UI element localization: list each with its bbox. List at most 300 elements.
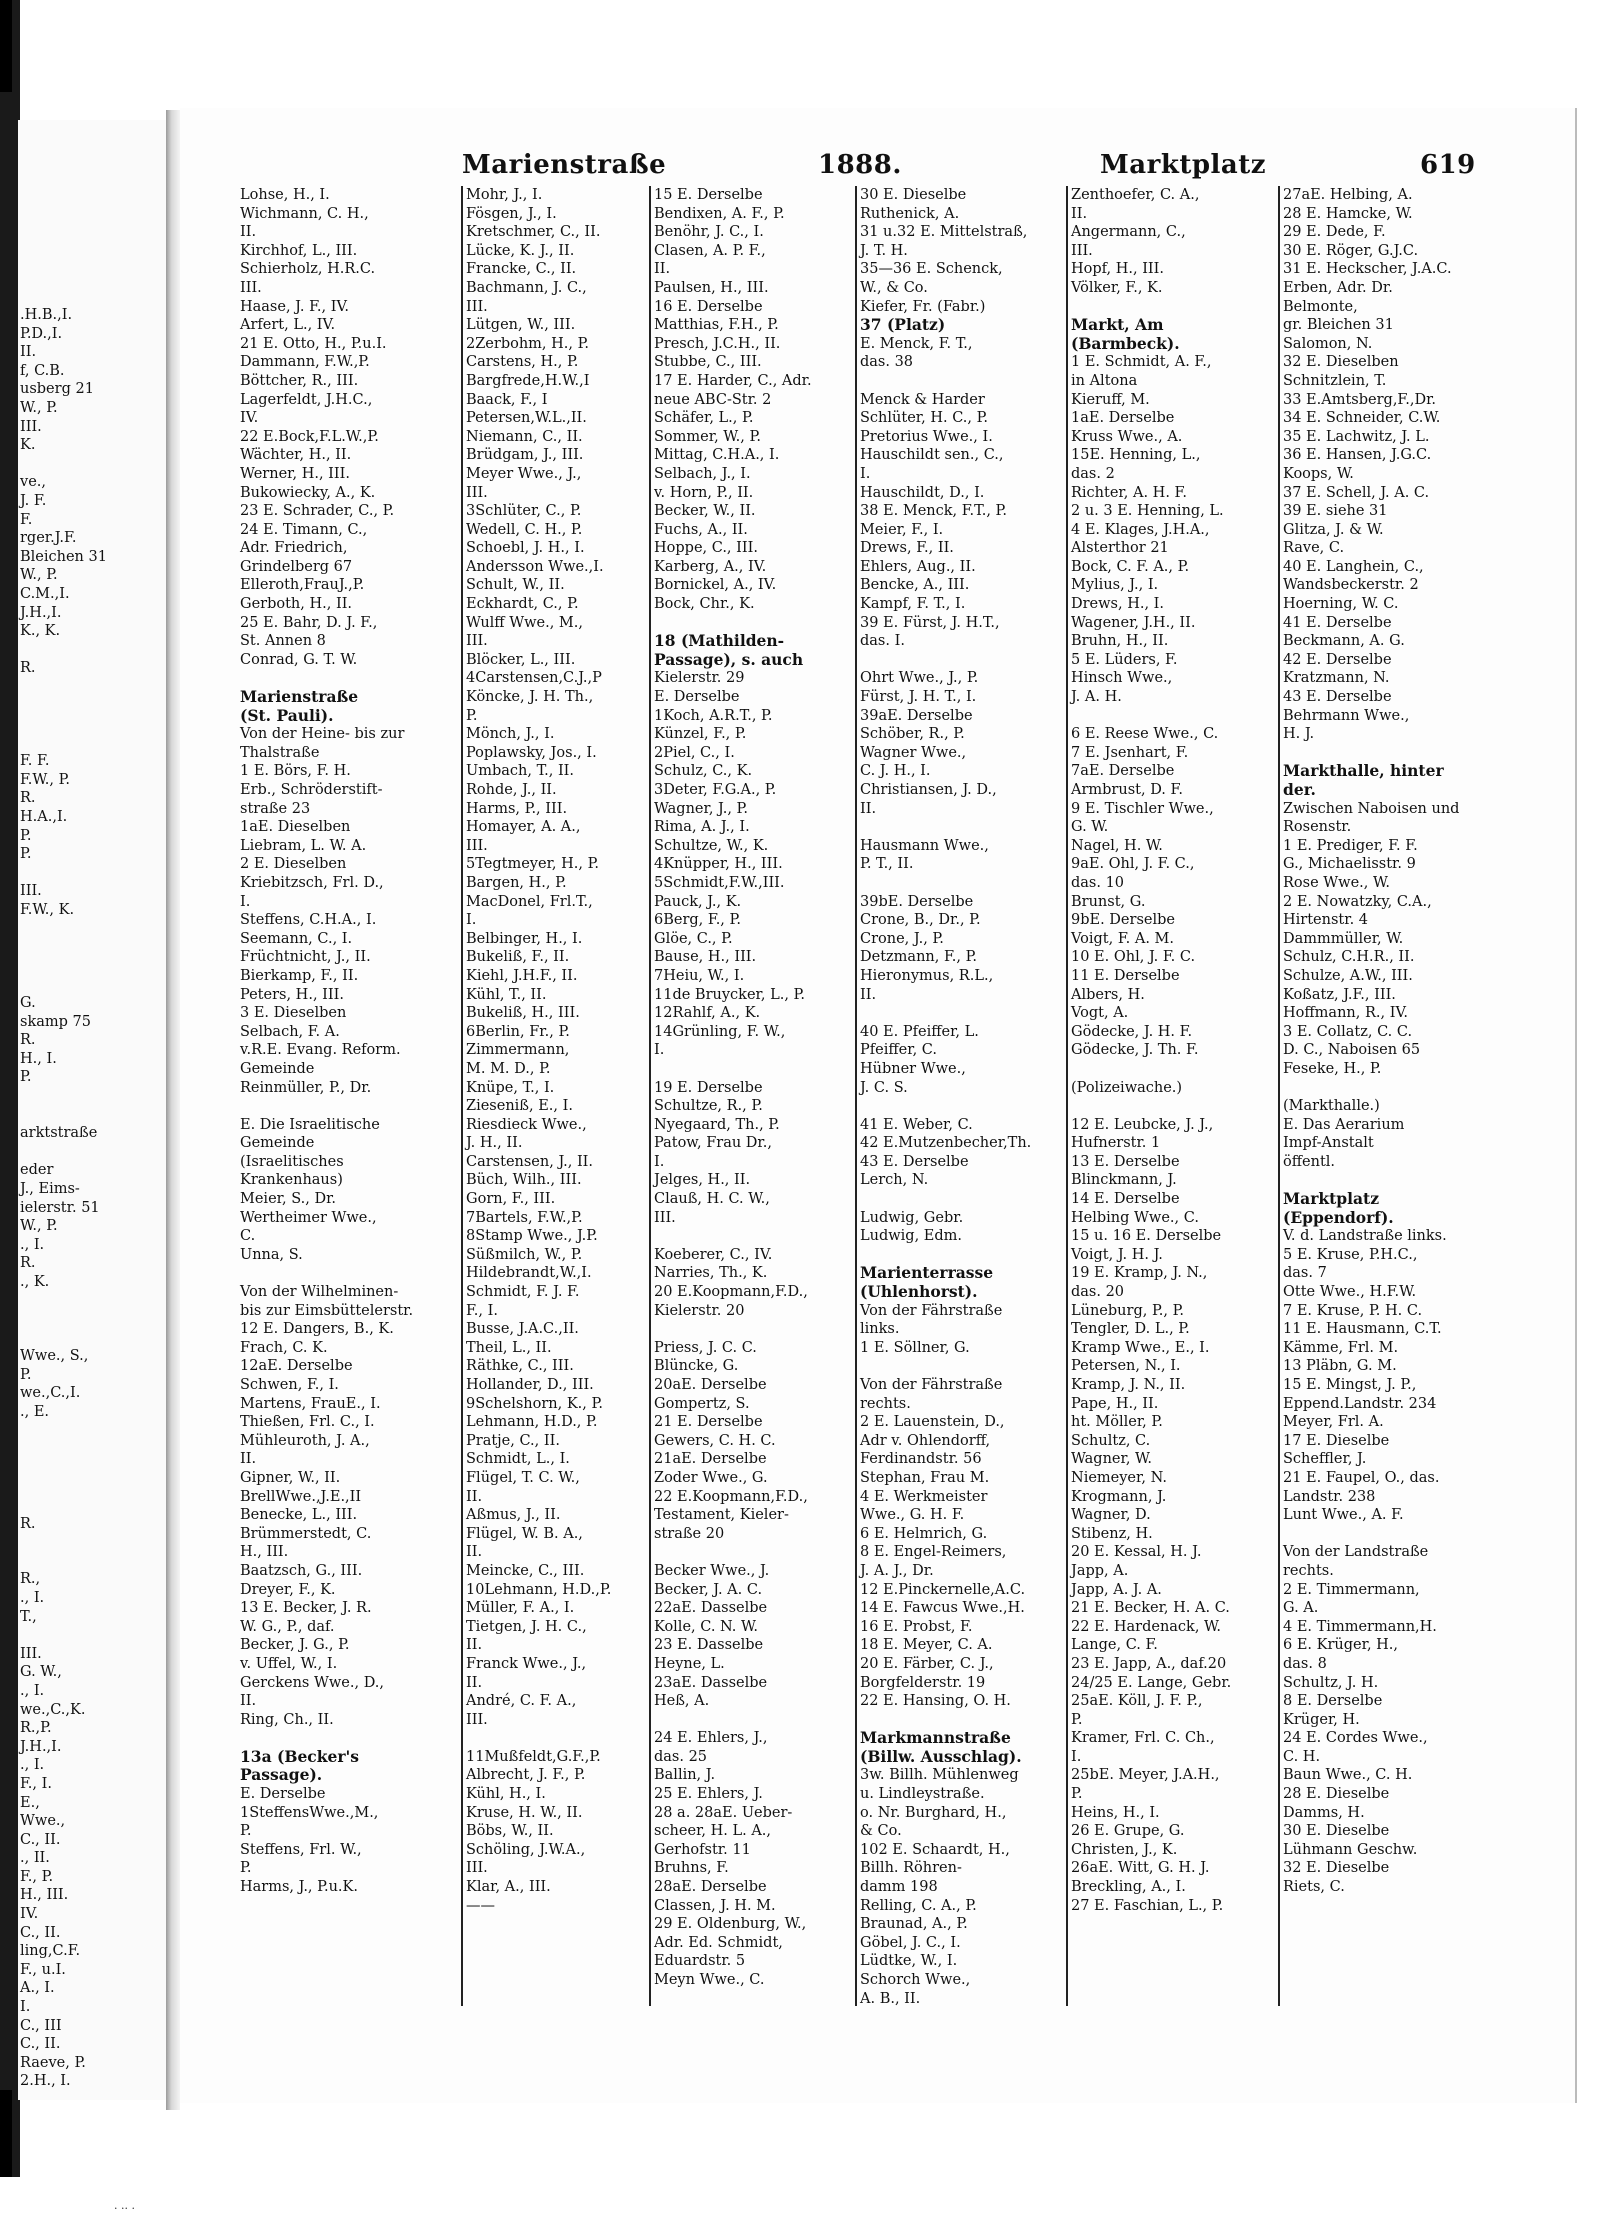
directory-entry: Ludwig, Gebr. [860, 1209, 964, 1226]
directory-entry: II. [860, 986, 877, 1003]
directory-entry: 15 u. 16 E. Derselbe [1071, 1228, 1222, 1245]
directory-entry: Becker Wwe., J. [654, 1562, 770, 1579]
directory-entry: Narries, Th., K. [654, 1265, 768, 1282]
directory-entry: Schult, W., II. [466, 577, 565, 594]
directory-entry: Niemeyer, N. [1071, 1469, 1167, 1486]
directory-entry: Theil, L., II. [466, 1339, 552, 1356]
directory-entry: Hufnerstr. 1 [1071, 1135, 1161, 1152]
left-page-entry-fragment [20, 938, 166, 957]
directory-entry: 8Stamp Wwe., J.P. [466, 1228, 598, 1245]
directory-entry: Schulz, C.H.R., II. [1283, 949, 1415, 966]
left-page-entry-fragment [20, 455, 166, 474]
left-page-entry-fragment [20, 1440, 166, 1459]
directory-entry: II. [466, 1488, 483, 1505]
directory-entry: 9aE. Ohl, J. F. C., [1071, 856, 1195, 873]
directory-entry: Koeberer, C., IV. [654, 1246, 773, 1263]
directory-entry [860, 1357, 1064, 1376]
directory-entry: Martens, FrauE., I. [240, 1395, 381, 1412]
left-page-entry-fragment [20, 1143, 166, 1162]
directory-entry: Brümmerstedt, C. [240, 1525, 372, 1542]
directory-entry: Schöber, R., P. [860, 726, 965, 743]
directory-entry: Benöhr, J. C., I. [654, 224, 764, 241]
directory-entry: 21 E. Faupel, O., das. [1283, 1469, 1440, 1486]
directory-entry: Bock, Chr., K. [654, 596, 755, 613]
directory-entry: 33 E.Amtsberg,F.,Dr. [1283, 391, 1437, 408]
directory-entry: 20aE. Derselbe [654, 1377, 767, 1393]
directory-entry: Blüncke, G. [654, 1358, 739, 1375]
left-page-entry-fragment [20, 696, 166, 715]
directory-entry [860, 651, 1064, 670]
left-page-entry-fragment: eder [20, 1162, 54, 1179]
directory-entry: Rosenstr. [1283, 819, 1352, 836]
left-page-entry-fragment [20, 1552, 166, 1571]
directory-entry: 1Koch, A.R.T., P. [654, 707, 773, 724]
left-page-entry-fragment: Wwe., S., [20, 1348, 89, 1365]
directory-entry [860, 818, 1064, 837]
directory-entry: Schäfer, L., P. [654, 410, 754, 427]
directory-entry: (Uhlenhorst). [860, 1282, 978, 1302]
directory-entry: 27aE. Helbing, A. [1283, 187, 1413, 203]
directory-entry: Becker, J. G., P. [240, 1637, 350, 1654]
directory-entry: bis zur Eimsbüttelerstr. [240, 1302, 414, 1319]
directory-entry: 11 E. Hausmann, C.T. [1283, 1321, 1442, 1338]
directory-entry: 43 E. Derselbe [1283, 689, 1392, 706]
left-page-entry-fragment [20, 957, 166, 976]
left-page-entry-fragment: rger.J.F. [20, 530, 77, 547]
directory-entry: Bachmann, J. C., [466, 279, 587, 296]
directory-entry: Wächter, H., II. [240, 447, 352, 464]
directory-entry: Von der Wilhelminen- [240, 1284, 399, 1301]
directory-entry: Unna, S. [240, 1246, 303, 1263]
directory-entry: 11 E. Derselbe [1071, 967, 1180, 984]
left-page-entry-fragment [20, 1626, 166, 1645]
directory-entry: Lohse, H., I. [240, 187, 330, 203]
directory-entry: Bukeliß, F., II. [466, 949, 570, 966]
directory-entry: Kolle, C. N. W. [654, 1618, 758, 1635]
directory-entry: Relling, C. A., P. [860, 1897, 977, 1914]
directory-entry: Ring, Ch., II. [240, 1711, 334, 1728]
directory-entry: 39 E. siehe 31 [1283, 503, 1388, 520]
directory-entry: Steffens, Frl. W., [240, 1841, 362, 1858]
directory-entry: Petersen,W.L.,II. [466, 410, 587, 427]
directory-entry: 41 E. Derselbe [1283, 614, 1392, 631]
directory-entry: 1 E. Prediger, F. F. [1283, 837, 1418, 854]
directory-entry: Meier, S., Dr. [240, 1191, 337, 1208]
directory-entry: 28 E. Dieselbe [1283, 1786, 1390, 1803]
directory-entry: Lütgen, W., III. [466, 317, 576, 334]
directory-entry: Bukowiecky, A., K. [240, 484, 376, 501]
directory-entry: 21 E. Derselbe [654, 1414, 763, 1431]
directory-entry: St. Annen 8 [240, 633, 326, 650]
directory-entry: Werner, H., III. [240, 465, 350, 482]
directory-entry: Zwischen Naboisen und [1283, 800, 1460, 817]
directory-entry [860, 1190, 1064, 1209]
directory-entry: I. [1071, 1748, 1082, 1765]
directory-entry: Baatzsch, G., III. [240, 1562, 363, 1579]
directory-entry: Lühmann Geschw. [1283, 1841, 1418, 1858]
directory-entry: in Altona [1071, 372, 1138, 389]
directory-entry: Kramp, J. N., II. [1071, 1377, 1186, 1393]
left-page-entry-fragment: W., P. [20, 399, 58, 416]
directory-entry: P. [1071, 1711, 1083, 1728]
directory-entry: Busse, J.A.C.,II. [466, 1321, 579, 1338]
directory-entry: Seemann, C., I. [240, 930, 353, 947]
directory-entry [1283, 1079, 1495, 1098]
directory-entry: Japp, A. J. A. [1071, 1581, 1162, 1598]
directory-entry: J. A. J., Dr. [860, 1562, 934, 1579]
directory-entry: Lüneburg, P., P. [1071, 1302, 1185, 1319]
directory-entry: III. [466, 837, 488, 854]
directory-entry: Japp, A. [1071, 1562, 1129, 1579]
directory-entry: Matthias, F.H., P. [654, 317, 779, 334]
directory-entry: links. [860, 1321, 900, 1338]
directory-entry: Eduardstr. 5 [654, 1953, 746, 1970]
left-page-entry-fragment [20, 1422, 166, 1441]
directory-entry: 24/25 E. Lange, Gebr. [1071, 1674, 1232, 1691]
directory-entry: III. [1071, 242, 1093, 259]
directory-entry: 6 E. Krüger, H., [1283, 1637, 1399, 1654]
directory-entry: das. 38 [860, 354, 914, 371]
directory-entry: Ruthenick, A. [860, 205, 960, 222]
directory-entry: Ohrt Wwe., J., P. [860, 670, 979, 687]
header-year: 1888. [818, 150, 902, 180]
directory-entry: 3w. Billh. Mühlenweg [860, 1767, 1019, 1784]
directory-entry: 4Carstensen,C.J.,P [466, 670, 602, 687]
directory-entry: Köncke, J. H. Th., [466, 689, 594, 706]
directory-entry [240, 1729, 458, 1748]
directory-entry: Dreyer, F., K. [240, 1581, 336, 1598]
directory-entry: Dammann, F.W.,P. [240, 354, 370, 371]
directory-entry: 30 E. Dieselbe [860, 187, 967, 203]
left-page-entry-fragment: A., I. [20, 1980, 55, 1997]
directory-entry: Christen, J., K. [1071, 1841, 1178, 1858]
directory-entry: Bruhn, H., II. [1071, 633, 1169, 650]
directory-entry [240, 1097, 458, 1116]
directory-entry: Wwe., G. H. F. [860, 1507, 965, 1524]
directory-entry: Markt, Am [1071, 315, 1164, 335]
directory-entry: Krankenhaus) [240, 1172, 343, 1189]
directory-entry: Salomon, N. [1283, 335, 1373, 352]
directory-entry: II. [240, 1451, 257, 1468]
directory-entry: III. [466, 484, 488, 501]
directory-entry [1071, 298, 1276, 317]
column-rule [855, 186, 857, 2006]
directory-entry: Erb., Schröderstift- [240, 782, 383, 798]
left-page-entry-fragment: R. [20, 660, 36, 677]
directory-entry: Ferdinandstr. 56 [860, 1451, 982, 1468]
left-margin-text [20, 306, 166, 2091]
directory-entry: Selbach, F. A. [240, 1023, 340, 1040]
directory-entry: 5 E. Kruse, P.H.C., [1283, 1246, 1418, 1263]
directory-entry: Ehlers, Aug., II. [860, 558, 976, 575]
directory-entry: Wagner, W. [1071, 1451, 1153, 1468]
directory-entry: Baun Wwe., C. H. [1283, 1767, 1413, 1784]
left-page-entry-fragment [20, 1087, 166, 1106]
directory-entry: 32 E. Dieselben [1283, 354, 1399, 371]
directory-entry: Schnitzlein, T. [1283, 372, 1387, 389]
left-page-entry-fragment [20, 864, 166, 883]
directory-entry: 3 E. Dieselben [240, 1005, 347, 1022]
directory-entry: 4 E. Timmermann,H. [1283, 1618, 1437, 1635]
directory-entry: J. C. S. [860, 1079, 908, 1096]
directory-entry: Meyn Wwe., C. [654, 1972, 765, 1988]
directory-entry: Koßatz, J.F., III. [1283, 986, 1396, 1003]
directory-entry: 32 E. Dieselbe [1283, 1860, 1390, 1877]
directory-entry: Gerboth, H., II. [240, 596, 353, 613]
directory-entry: C. J. H., I. [860, 763, 931, 780]
directory-column-5 [1071, 186, 1276, 1915]
directory-entry: Albrecht, J. F., P. [466, 1767, 586, 1784]
column-rule [1278, 186, 1280, 2006]
directory-entry: Francke, C., II. [466, 261, 577, 278]
directory-entry: Priess, J. C. C. [654, 1339, 757, 1356]
directory-entry: H. J. [1283, 726, 1315, 743]
left-page-entry-fragment: P. [20, 846, 32, 863]
directory-entry: Bukeliß, H., III. [466, 1005, 580, 1022]
directory-entry: Völker, F., K. [1071, 279, 1163, 296]
directory-entry: Schmidt, F. J. F. [466, 1284, 580, 1301]
directory-entry: v. Uffel, W., I. [240, 1655, 338, 1672]
spine-tab-bottom [0, 2090, 12, 2177]
directory-entry: 23 E. Dasselbe [654, 1637, 764, 1654]
directory-entry: 2 E. Dieselben [240, 856, 347, 873]
directory-entry: W., & Co. [860, 279, 928, 296]
directory-entry: rechts. [1283, 1562, 1334, 1579]
directory-entry: E. Derselbe [240, 1786, 326, 1803]
directory-entry: 23aE. Dasselbe [654, 1674, 768, 1691]
directory-entry: Kratzmann, N. [1283, 670, 1390, 687]
directory-entry: das. 8 [1283, 1655, 1327, 1672]
directory-entry: Crone, B., Dr., P. [860, 912, 981, 929]
left-page-entry-fragment: R. [20, 1515, 36, 1532]
directory-entry [1071, 1060, 1276, 1079]
directory-entry: Fürst, J. H. T., I. [860, 689, 977, 706]
directory-entry: Homayer, A. A., [466, 819, 581, 836]
directory-entry: Glöe, C., P. [654, 930, 733, 947]
directory-entry: Grindelberg 67 [240, 558, 353, 575]
directory-entry: 35 E. Lachwitz, J. L. [1283, 428, 1430, 445]
left-page-entry-fragment [20, 1496, 166, 1515]
directory-entry: gr. Bleichen 31 [1283, 317, 1394, 334]
directory-entry: J. A. H. [1071, 689, 1122, 706]
directory-entry: öffentl. [1283, 1153, 1336, 1170]
directory-entry: Schulz, C., K. [654, 763, 753, 780]
left-page-entry-fragment: ielerstr. 51 [20, 1199, 100, 1216]
directory-entry: 34 E. Schneider, C.W. [1283, 410, 1441, 427]
left-page-entry-fragment [20, 1477, 166, 1496]
directory-entry: 6Berlin, Fr., P. [466, 1023, 570, 1040]
column-rule [461, 186, 463, 2006]
directory-entry: das. 20 [1071, 1284, 1125, 1301]
directory-entry: 4 E. Werkmeister [860, 1488, 988, 1505]
directory-entry: E. Das Aerarium [1283, 1116, 1405, 1133]
directory-entry: 102 E. Schaardt, H., [860, 1841, 1010, 1858]
left-page-entry-fragment: ling,C.F. [20, 1943, 81, 1960]
directory-entry: Kirchhof, L., III. [240, 242, 358, 259]
directory-entry: Mönch, J., I. [466, 726, 555, 743]
directory-entry: Gemeinde [240, 1135, 315, 1152]
directory-entry: 5Tegtmeyer, H., P. [466, 856, 600, 873]
directory-entry: das. 10 [1071, 874, 1125, 891]
directory-entry: Gorn, F., III. [466, 1191, 556, 1208]
directory-entry: (Eppendorf). [1283, 1207, 1394, 1227]
left-page-entry-fragment: W., P. [20, 1218, 58, 1235]
left-page-entry-fragment: F. [20, 511, 33, 528]
directory-entry: 2 u. 3 E. Henning, L. [1071, 503, 1224, 520]
directory-entry: das. 2 [1071, 465, 1115, 482]
left-page-entry-fragment: ., E. [20, 1404, 50, 1421]
directory-entry: Adr v. Ohlendorff, [860, 1432, 991, 1449]
directory-entry: Schoebl, J. H., I. [466, 540, 585, 557]
directory-entry: F., I. [466, 1302, 498, 1319]
directory-entry: 1aE. Derselbe [1071, 410, 1175, 427]
left-page-entry-fragment: ., I. [20, 1236, 45, 1253]
directory-entry: Liebram, L. W. A. [240, 837, 367, 854]
directory-entry: Haase, J. F., IV. [240, 298, 349, 315]
directory-entry: M. M. D., P. [466, 1060, 551, 1077]
directory-entry: 39aE. Derselbe [860, 707, 973, 724]
directory-entry: II. [240, 1693, 257, 1710]
directory-entry: das. 7 [1283, 1265, 1327, 1282]
directory-entry: 14Grünling, F. W., [654, 1023, 786, 1040]
directory-entry: 14 E. Fawcus Wwe.,H. [860, 1600, 1025, 1617]
directory-entry: P. [240, 1823, 252, 1840]
directory-entry: Kruse, H. W., II. [466, 1804, 583, 1821]
directory-entry: Erben, Adr. Dr. [1283, 279, 1393, 296]
directory-entry: Adr. Ed. Schmidt, [654, 1934, 783, 1951]
directory-entry: 22 E.Koopmann,F.D., [654, 1488, 808, 1505]
directory-entry [1071, 707, 1276, 726]
directory-entry [860, 1246, 1064, 1265]
directory-entry: Adr. Friedrich, [240, 540, 348, 557]
left-page-entry-fragment: 2.H., I. [20, 2073, 71, 2090]
directory-entry: Bock, C. F. A., P. [1071, 558, 1190, 575]
directory-entry: Kiehl, J.H.F., II. [466, 967, 578, 984]
left-page-entry-fragment [20, 1459, 166, 1478]
directory-entry: o. Nr. Burghard, H., [860, 1804, 1007, 1821]
left-page-entry-fragment: f, C.B. [20, 362, 65, 379]
directory-entry: Vogt, A. [1071, 1005, 1129, 1022]
directory-entry: H., III. [240, 1544, 289, 1561]
directory-entry: II. [654, 261, 671, 278]
directory-entry: 24 E. Timann, C., [240, 521, 368, 538]
directory-entry: das. I. [860, 633, 905, 650]
directory-entry: Rima, A. J., I. [654, 819, 750, 836]
directory-entry: Marktplatz [1283, 1189, 1379, 1209]
directory-entry: D. C., Naboisen 65 [1283, 1042, 1421, 1059]
directory-entry: Mylius, J., I. [1071, 577, 1159, 594]
directory-entry: Markthalle, hinter [1283, 761, 1444, 781]
left-page-entry-fragment: P.D.,I. [20, 325, 63, 342]
left-page-entry-fragment: ., I. [20, 1757, 45, 1774]
directory-entry: Impf-Anstalt [1283, 1135, 1374, 1152]
directory-entry: C. H. [1283, 1748, 1321, 1765]
directory-entry: Hoppe, C., III. [654, 540, 758, 557]
directory-entry [860, 372, 1064, 391]
directory-entry: I. [654, 1042, 665, 1059]
directory-entry: Hübner Wwe., [860, 1060, 966, 1077]
directory-entry: 43 E. Derselbe [860, 1153, 969, 1170]
left-page-entry-fragment: H., I. [20, 1050, 57, 1067]
directory-entry [654, 1711, 852, 1730]
directory-entry: Borgfelderstr. 19 [860, 1674, 986, 1691]
left-page-entry-fragment: T., [20, 1608, 37, 1625]
directory-entry: Mühleuroth, J. A., [240, 1432, 370, 1449]
directory-entry: 7 E. Kruse, P. H. C. [1283, 1302, 1423, 1319]
directory-entry: (Israelitisches [240, 1153, 344, 1170]
directory-entry: Nagel, H. W. [1071, 837, 1163, 854]
directory-entry: E. Die Israelitische [240, 1116, 380, 1133]
directory-entry [654, 1543, 852, 1562]
directory-entry: Meyer Wwe., J., [466, 465, 582, 482]
directory-column-4 [860, 186, 1064, 2008]
directory-entry: II. [1071, 205, 1088, 222]
left-page-entry-fragment: K., K. [20, 623, 61, 640]
directory-entry: Früchtnicht, J., II. [240, 949, 371, 966]
directory-entry: Büch, Wilh., III. [466, 1172, 582, 1189]
directory-entry: Breckling, A., I. [1071, 1879, 1186, 1896]
directory-entry [1071, 1097, 1276, 1116]
directory-entry: 11de Bruycker, L., P. [654, 986, 805, 1003]
directory-entry: Carstens, H., P. [466, 354, 579, 371]
directory-entry [654, 1060, 852, 1079]
directory-entry: Dammmüller, W. [1283, 930, 1404, 947]
directory-entry: 17 E. Dieselbe [1283, 1432, 1390, 1449]
directory-entry: 22 E. Hansing, O. H. [860, 1693, 1011, 1710]
directory-entry: Behrmann Wwe., [1283, 707, 1410, 724]
directory-entry: (St. Pauli). [240, 705, 334, 725]
left-page-entry-fragment [20, 1329, 166, 1348]
left-page-entry-fragment [20, 734, 166, 753]
directory-entry: 22 E. Hardenack, W. [1071, 1618, 1222, 1635]
directory-entry: 22 E.Bock,F.L.W.,P. [240, 428, 379, 445]
directory-entry: Von der Fährstraße [860, 1302, 1003, 1319]
left-page-entry-fragment: R., [20, 1571, 41, 1588]
directory-entry: 40 E. Pfeiffer, L. [860, 1023, 979, 1040]
directory-entry: Schultze, W., K. [654, 837, 769, 854]
directory-entry: III. [466, 633, 488, 650]
directory-entry: Jelges, H., II. [654, 1172, 751, 1189]
directory-entry: 13 E. Derselbe [1071, 1153, 1180, 1170]
directory-entry: Armbrust, D. F. [1071, 782, 1183, 798]
directory-column-1 [240, 186, 458, 1897]
directory-entry: Thießen, Frl. C., I. [240, 1414, 375, 1431]
directory-entry: Räthke, C., III. [466, 1358, 574, 1375]
left-page-entry-fragment: P. [20, 1069, 32, 1086]
directory-entry: Hildebrandt,W.,I. [466, 1265, 592, 1282]
directory-entry: Hirtenstr. 4 [1283, 912, 1369, 929]
directory-entry: Kampf, F. T., I. [860, 596, 966, 613]
directory-entry: Braunad, A., P. [860, 1916, 968, 1933]
directory-entry: Landstr. 238 [1283, 1488, 1376, 1505]
directory-entry: Rohde, J., II. [466, 782, 557, 798]
directory-entry: Marienterrasse [860, 1263, 994, 1283]
column-rule [1066, 186, 1068, 2006]
directory-entry: P. [466, 707, 478, 724]
directory-entry: 1SteffensWwe.,M., [240, 1804, 379, 1821]
directory-entry: Mittag, C.H.A., I. [654, 447, 780, 464]
directory-entry: Heins, H., I. [1071, 1804, 1160, 1821]
directory-entry: 23 E. Schrader, C., P. [240, 503, 395, 520]
left-page-entry-fragment: III. [20, 418, 42, 435]
directory-entry: Clauß, H. C. W., [654, 1191, 770, 1208]
directory-entry: 20 E.Koopmann,F.D., [654, 1284, 808, 1301]
left-page-entry-fragment: Wwe., [20, 1813, 66, 1830]
directory-entry: MacDonel, Frl.T., [466, 893, 593, 910]
left-page-entry-fragment: J., Eims- [20, 1180, 80, 1197]
left-page-entry-fragment: Bleichen 31 [20, 548, 107, 565]
directory-entry: Stubbe, C., III. [654, 354, 762, 371]
